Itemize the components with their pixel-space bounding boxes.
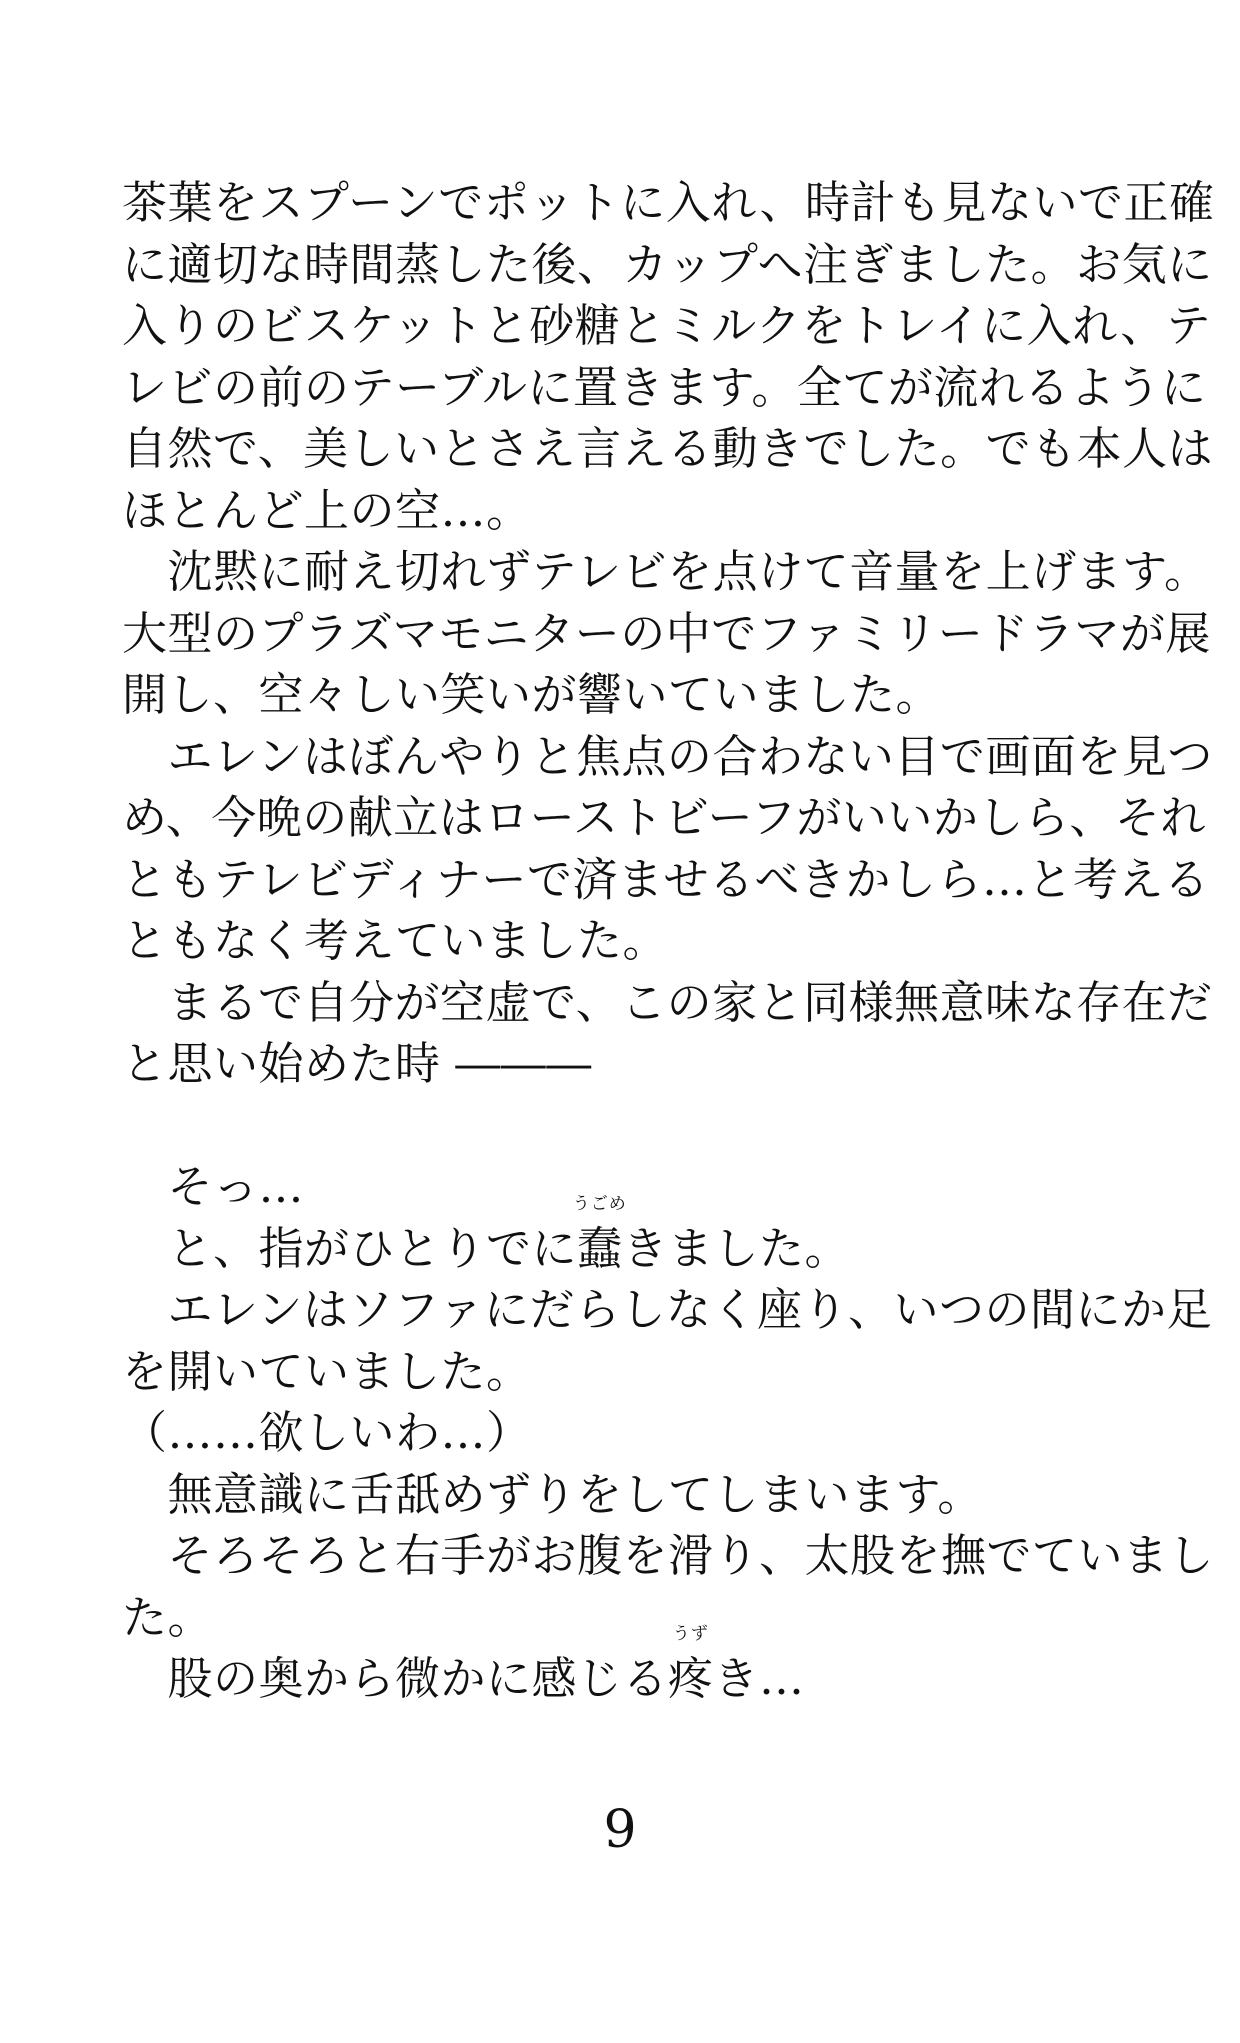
body-text	[122, 172, 1215, 1710]
text-line: 開し、空々しい笑いが響いていました。	[122, 668, 942, 721]
text-line-with-ruby	[122, 1624, 1122, 1710]
text-line: ともテレビディナーで済ませるべきかしら…と考える	[122, 852, 1210, 906]
text-line: レビの前のテーブルに置きます。全てが流れるように	[122, 360, 1207, 414]
ruby-base: 蠢	[577, 1221, 623, 1275]
text-line: 沈黙に耐え切れずテレビを点けて音量を上げます。	[122, 545, 1210, 598]
text-line: （……欲しいわ…）	[122, 1406, 532, 1459]
text-line: 自然で、美しいとさえ言える動きでした。でも本人は	[122, 422, 1214, 475]
text-line: ほとんど上の空…。	[122, 483, 532, 537]
ruby-base: 疼	[668, 1652, 714, 1705]
ruby-annotation: うず	[672, 1624, 709, 1644]
text-line: 茶葉をスプーンでポットに入れ、時計も見ないで正確	[122, 176, 1215, 229]
text-line: ともなく考えていました。	[122, 914, 669, 967]
text-line: を開いていました。	[122, 1344, 532, 1398]
text-line: そっ…	[122, 1160, 305, 1213]
text-line: エレンはソファにだらしなく座り、いつの間にか足	[122, 1283, 1212, 1336]
text-line: 無意識に舌舐めずりをしてしまいます。	[122, 1467, 983, 1521]
text-line: と思い始めた時 ―――	[122, 1037, 592, 1090]
text-line: まるで自分が空虚で、この家と同様無意味な存在だ	[122, 975, 1213, 1029]
ruby-base-wrapper	[668, 1624, 714, 1710]
text-line: た。	[122, 1590, 214, 1644]
ruby-base-wrapper	[572, 1193, 627, 1280]
text-line: め、今晩の献立はローストビーフがいいかしら、それ	[122, 791, 1206, 844]
text-line-with-ruby	[122, 1193, 1122, 1280]
text-line: エレンはぼんやりと焦点の合わない目で画面を見つ	[122, 729, 1213, 783]
blank-line	[122, 1095, 1122, 1157]
ruby-line-before: と、指がひとりでに	[122, 1221, 578, 1275]
ruby-line-before: 股の奥から微かに感じる	[122, 1652, 669, 1705]
ruby-line-after: きました。	[622, 1221, 851, 1275]
ruby-annotation: うごめ	[572, 1193, 627, 1214]
text-line: そろそろと右手がお腹を滑り、太股を撫でていまし	[122, 1529, 1215, 1582]
text-line: 大型のプラズマモニターの中でファミリードラマが展	[122, 606, 1211, 660]
text-line: に適切な時間蒸した後、カップへ注ぎました。お気に	[122, 237, 1213, 291]
ruby-line-after: き…	[713, 1652, 805, 1705]
page-number: 9	[603, 1800, 637, 1860]
text-line: 入りのビスケットと砂糖とミルクをトレイに入れ、テ	[122, 299, 1212, 352]
